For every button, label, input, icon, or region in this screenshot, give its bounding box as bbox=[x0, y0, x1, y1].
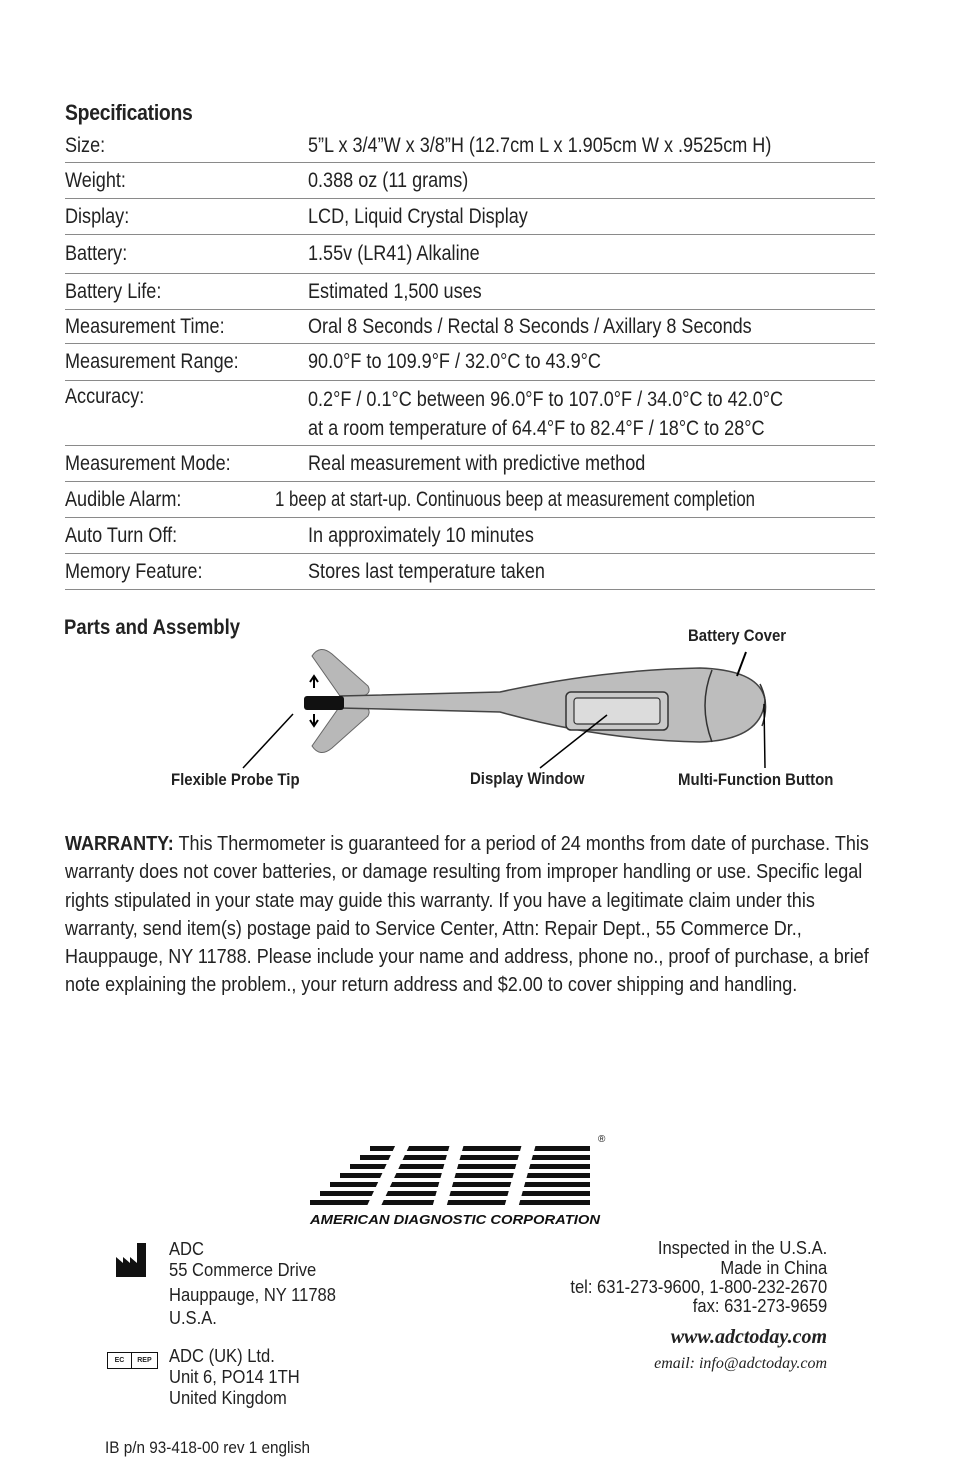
spec-label: Memory Feature: bbox=[65, 559, 203, 583]
spec-label: Accuracy: bbox=[65, 385, 145, 408]
manufacturer-line: U.S.A. bbox=[169, 1308, 217, 1328]
spec-value-line-2: at a room temperature of 64.4°F to 82.4°F / 18°C to 28°C bbox=[308, 417, 765, 440]
manufacturer-line: 55 Commerce Drive bbox=[169, 1260, 317, 1280]
spec-label: Measurement Mode: bbox=[65, 451, 231, 475]
website-link[interactable]: www.adctoday.com bbox=[670, 1326, 827, 1348]
spec-value: LCD, Liquid Crystal Display bbox=[308, 204, 528, 228]
spec-row-weight bbox=[65, 163, 875, 199]
adc-logo bbox=[300, 1128, 612, 1231]
spec-value: Stores last temperature taken bbox=[308, 559, 545, 583]
warranty-heading: WARRANTY: bbox=[65, 832, 174, 855]
spec-value: 1 beep at start-up. Continuous beep at measurement completion bbox=[274, 487, 755, 511]
label-display-window: Display Window bbox=[470, 769, 585, 788]
label-multi-function-button: Multi-Function Button bbox=[678, 770, 834, 789]
specifications-title: Specifications bbox=[65, 100, 193, 125]
specifications-table bbox=[65, 130, 875, 590]
warranty-paragraph bbox=[65, 830, 891, 1000]
spec-value: In approximately 10 minutes bbox=[308, 523, 534, 547]
spec-value: 1.55v (LR41) Alkaline bbox=[308, 242, 480, 265]
manufacturer-line: Hauppauge, NY 11788 bbox=[169, 1285, 336, 1305]
spec-label: Measurement Time: bbox=[65, 314, 225, 338]
spec-value: Real measurement with predictive method bbox=[308, 451, 646, 475]
spec-row-measurement-mode bbox=[65, 446, 875, 482]
spec-value: Estimated 1,500 uses bbox=[308, 279, 482, 303]
spec-label: Battery: bbox=[65, 242, 128, 265]
tel-text: tel: 631-273-9600, 1-800-232-2670 bbox=[570, 1277, 827, 1297]
display-window-inner bbox=[574, 698, 660, 724]
leader-line-multi-function-button bbox=[764, 704, 765, 768]
spec-value: 90.0°F to 109.9°F / 32.0°C to 43.9°C bbox=[308, 350, 601, 373]
probe-tip-flex-up bbox=[312, 649, 369, 696]
ec-rep-icon bbox=[107, 1352, 158, 1369]
probe-tip-flex-down bbox=[312, 706, 369, 753]
spec-label: Size: bbox=[65, 134, 106, 157]
ec-rep-line: United Kingdom bbox=[169, 1388, 287, 1408]
ec-badge: EC bbox=[114, 1357, 125, 1364]
label-battery-cover: Battery Cover bbox=[688, 626, 787, 645]
spec-value: 5”L x 3/4”W x 3/8”H (12.7cm L x 1.905cm W x .9525cm H) bbox=[308, 134, 772, 157]
ec-rep-address bbox=[169, 1346, 300, 1409]
spec-row-size bbox=[65, 130, 875, 163]
spec-row-measurement-range bbox=[65, 344, 875, 381]
manufacturer-address bbox=[169, 1239, 336, 1330]
part-number: IB p/n 93-418-00 rev 1 english bbox=[105, 1438, 310, 1457]
spec-label: Display: bbox=[65, 204, 130, 228]
spec-row-auto-turn-off bbox=[65, 518, 875, 554]
spec-row-audible-alarm bbox=[65, 482, 875, 518]
arrow-down-icon bbox=[310, 714, 318, 726]
logo-registered: ® bbox=[598, 1134, 606, 1145]
spec-label: Battery Life: bbox=[65, 279, 162, 303]
ec-rep-line: Unit 6, PO14 1TH bbox=[169, 1367, 300, 1387]
probe-tip bbox=[304, 696, 344, 710]
spec-row-memory-feature bbox=[65, 554, 875, 590]
adc-logo-graphic bbox=[300, 1128, 612, 1231]
logo-tagline: AMERICAN DIAGNOSTIC CORPORATION bbox=[308, 1213, 602, 1227]
fax-text: fax: 631-273-9659 bbox=[692, 1296, 827, 1316]
spec-label: Measurement Range: bbox=[65, 350, 239, 373]
spec-label: Auto Turn Off: bbox=[65, 523, 178, 547]
warranty-body: This Thermometer is guaranteed for a period of 24 months from date of purchase. This warranty does not cover batteries, or damage resulting from improper handling or use. Specific legal rights stipulated in your state may guide this warranty. If you have a legitimate claim under this warranty, send item(s) postage paid to Service Center, Attn: Repair Dept., 55 Commerce Dr., Hauppauge, NY 11788. Please include your name and address, phone no., proof of purchase, a brief note explaining the problem., your return address and $2.00 to cover shipping and handling. bbox=[65, 832, 869, 997]
spec-row-accuracy bbox=[65, 381, 875, 446]
factory-icon bbox=[116, 1243, 147, 1277]
spec-row-battery-life bbox=[65, 274, 875, 310]
spec-row-display bbox=[65, 199, 875, 235]
leader-line-probe-tip bbox=[243, 714, 293, 768]
spec-label: Audible Alarm: bbox=[65, 487, 182, 511]
inspected-text: Inspected in the U.S.A. bbox=[657, 1238, 827, 1258]
label-flexible-probe-tip: Flexible Probe Tip bbox=[171, 770, 300, 789]
contact-info bbox=[570, 1238, 827, 1316]
manufacturer-line: ADC bbox=[169, 1239, 204, 1259]
arrow-up-icon bbox=[310, 676, 318, 688]
rep-badge: REP bbox=[131, 1353, 157, 1368]
spec-value: Oral 8 Seconds / Rectal 8 Seconds / Axillary 8 Seconds bbox=[308, 314, 752, 338]
spec-row-measurement-time bbox=[65, 310, 875, 344]
email-link[interactable]: email: info@adctoday.com bbox=[654, 1355, 827, 1372]
parts-assembly-title: Parts and Assembly bbox=[64, 616, 240, 639]
spec-value: 0.2°F / 0.1°C between 96.0°F to 107.0°F / 34.0°C to 42.0°C bbox=[308, 388, 784, 411]
made-in-text: Made in China bbox=[720, 1258, 827, 1278]
spec-value: 0.388 oz (11 grams) bbox=[308, 168, 469, 192]
thermometer-body bbox=[340, 668, 765, 742]
leader-line-battery-cover bbox=[737, 652, 746, 676]
spec-row-battery bbox=[65, 235, 875, 274]
spec-label: Weight: bbox=[65, 168, 126, 192]
ec-rep-line: ADC (UK) Ltd. bbox=[169, 1346, 275, 1366]
